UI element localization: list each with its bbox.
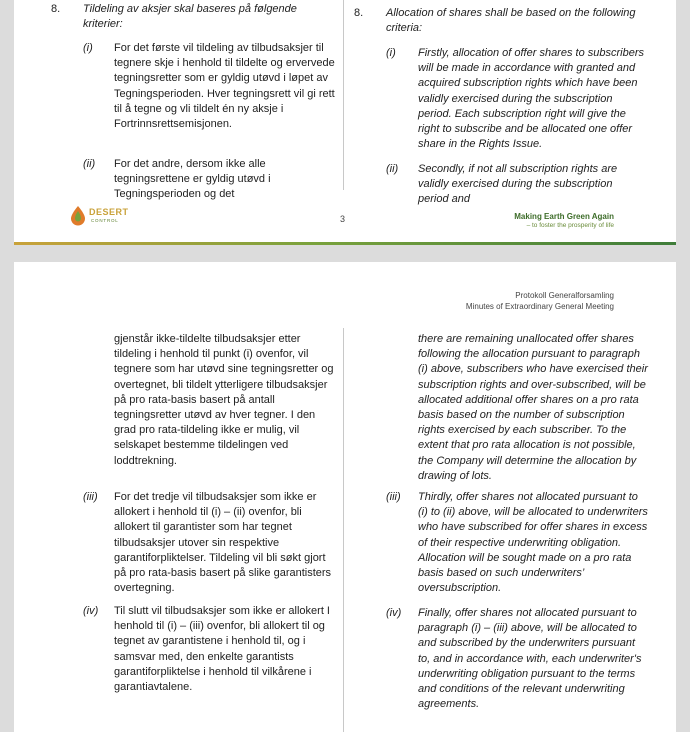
- item-iii-label-left: (iii): [83, 491, 98, 503]
- item-i-text-en: Firstly, allocation of offer shares to subscribers will be made in accordance with granted and acquired subscription rights which have been validly exercised during the subscription period. Each subscription right will give the right to subscribe and be allocated one offer share in the Rights Issue.: [418, 47, 644, 151]
- document-page-4: [14, 262, 676, 732]
- item-ii-label-right: (ii): [386, 163, 399, 175]
- column-divider: [343, 0, 344, 190]
- page-header: [466, 290, 614, 312]
- item-iii-text-en: Thirdly, offer shares not allocated pursuant to (i) to (ii) above, will be allocated to underwriters who have subscribed for offer shares in excess of their respective underwriting obligation. Allocation will be sought made on a pro rata basis based on such underwriters’ oversubscription.: [418, 491, 648, 595]
- header-title-en: Minutes of Extraordinary General Meeting: [465, 302, 614, 311]
- column-divider: [343, 328, 344, 732]
- section-heading-left: Tildeling av aksjer skal baseres på følgende kriterier:: [83, 3, 297, 31]
- item-iv-text-no: Til slutt vil tilbudsaksjer som ikke er allokert I henhold til (i) – (iii) ovenfor, bli allokert til og tegnet av garantistene i henhold til, og i samsvar med, den enkelte garantists garantiforpliktelse i henhold til vilkårene i garantiavtalene.: [114, 605, 330, 694]
- item-ii-label-left: (ii): [83, 158, 96, 170]
- footer-slogan: Making Earth Green Again: [514, 212, 614, 221]
- continued-text-en: there are remaining unallocated offer shares following the allocation pursuant to paragraph (i) above, subscribers who have exercised their subscription rights and over-subscribed, will be allocated additional offer shares on a pro rata basis based on the number of subscription rights exercised by each subscriber. To the extent that pro rata allocation is not possible, the Company will determine the allocation by drawing of lots.: [418, 333, 648, 482]
- logo-wordmark: DESERT: [89, 207, 129, 217]
- item-ii-text-en: Secondly, if not all subscription rights are validly exercised during the subscription period and: [418, 163, 618, 206]
- item-iii-text-no: For det tredje vil tilbudsaksjer som ikke er allokert i henhold til (i) – (ii) ovenfor, bli allokert til garantister som har tegnet tilbudsaksjer utover sin respektive garantiforpliktelser. Tildeling vil bli søkt gjort på pro rata-basis basert på slike garantisters overtegning.: [114, 491, 332, 595]
- footer-tagline: – to foster the prosperity of life: [526, 222, 614, 229]
- item-ii-text-no: For det andre, dersom ikke alle tegningsrettene er gyldig utøvd i Tegningsperioden og det: [114, 158, 271, 201]
- item-i-label-left: (i): [83, 42, 93, 54]
- continued-text-no: gjenstår ikke-tildelte tilbudsaksjer etter tildeling i henhold til punkt (i) ovenfor, vil tegnere som har utøvd sine tegningsretter og overtegnet, bli tildelt ytterligere tilbudsaksjer på pro rata-basis basert på antall tegningsretter utøvd av hver tegner. I den grad pro rata-tildeling ikke er mulig, vil selskapet bestemme tildelingen ved loddtrekning.: [114, 333, 334, 467]
- page-number: 3: [340, 214, 346, 224]
- document-page-3: [14, 0, 676, 245]
- item-i-label-right: (i): [386, 47, 396, 59]
- section-heading-right: Allocation of shares shall be based on the following criteria:: [386, 7, 636, 35]
- item-i-text-no: For det første vil tildeling av tilbudsaksjer til tegnere skje i henhold til tildelte og ervervede tegningsretter som er gyldig utøvd i løpet av Tegningsperioden. Hver tegningsrett vil gi rett til å tegne og vli tildelt én ny aksje i Fortrinnsrettsemisjonen.: [114, 42, 335, 131]
- item-iv-label-left: (iv): [83, 605, 99, 617]
- item-iv-label-right: (iv): [386, 607, 402, 619]
- item-iv-text-en: Finally, offer shares not allocated pursuant to paragraph (i) – (iii) above, will be allocated to and subscribed by the underwriters pursuant to, and in accordance with, each underwriter's underwriting obligation pursuant to the terms and conditions of the relevant underwriting agreements.: [418, 607, 642, 711]
- desert-control-logo: [69, 203, 139, 229]
- header-title-no: Protokoll Generalforsamling: [515, 291, 614, 300]
- section-number-right: 8.: [354, 7, 364, 19]
- item-iii-label-right: (iii): [386, 491, 401, 503]
- leaf-drop-icon: [69, 205, 87, 225]
- logo-subtitle: CONTROL: [91, 218, 119, 223]
- section-number-left: 8.: [51, 3, 61, 15]
- footer-color-rule: [14, 242, 676, 245]
